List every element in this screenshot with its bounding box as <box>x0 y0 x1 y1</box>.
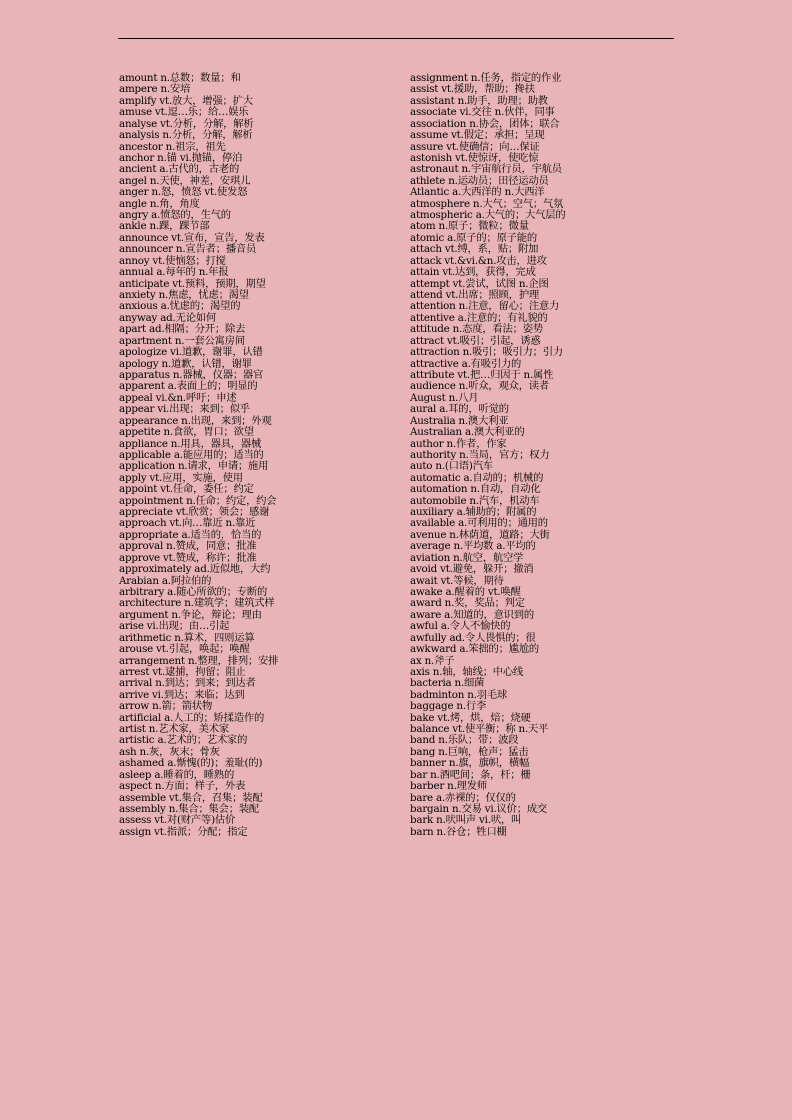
vocab-entry: barn n.谷仓；牲口棚 <box>410 825 507 838</box>
vocab-entry: bake vt.烤，烘，焙；烧硬 <box>410 711 531 724</box>
vocab-entry: aware a.知道的，意识到的 <box>410 608 534 621</box>
vocab-entry: attack vt.&vi.&n.攻击，进攻 <box>410 254 547 267</box>
vocab-entry: attain vt.达到，获得，完成 <box>410 266 536 279</box>
vocab-entry: attract vt.吸引；引起，诱惑 <box>410 334 541 347</box>
vocab-entry: attraction n.吸引；吸引力；引力 <box>410 346 563 359</box>
vocab-entry: approval n.赞成，同意；批准 <box>119 540 257 553</box>
vocab-entry: arise vi.出现；由…引起 <box>119 620 230 633</box>
vocab-entry: apartment n.一套公寓房间 <box>119 334 245 347</box>
vocab-entry: audience n.听众，观众，读者 <box>410 380 549 393</box>
vocab-entry: approximately ad.近似地，大约 <box>119 563 271 576</box>
vocab-entry: assume vt.假定；承担；呈现 <box>410 129 545 142</box>
vocab-entry: ancestor n.祖宗，祖先 <box>119 140 226 153</box>
vocab-entry: approach vt.向…靠近 n.靠近 <box>119 517 256 530</box>
vocab-entry: amuse vt.逗…乐；给…娱乐 <box>119 106 249 119</box>
vocab-entry: auto n.(口语)汽车 <box>410 460 493 473</box>
vocab-entry: axis n.轴，轴线；中心线 <box>410 665 524 678</box>
vocab-entry: awfully ad.令人畏惧的；很 <box>410 631 536 644</box>
vocab-entry: average n.平均数 a.平均的 <box>410 540 536 553</box>
vocab-entry: attitude n.态度，看法；姿势 <box>410 323 543 336</box>
vocab-entry: appear vi.出现；来到；似乎 <box>119 403 250 416</box>
vocab-entry: ax n.斧子 <box>410 654 455 667</box>
vocab-entry: bang n.巨响，枪声；猛击 <box>410 745 529 758</box>
vocab-entry: appoint vt.任命，委任；约定 <box>119 483 254 496</box>
vocab-entry: assembly n.集合；集会；装配 <box>119 803 260 815</box>
vocab-entry: arithmetic n.算术，四则运算 <box>119 631 255 644</box>
vocab-entry: award n.奖，奖品；判定 <box>410 597 525 610</box>
vocab-entry: attempt vt.尝试，试图 n.企图 <box>410 277 549 290</box>
vocab-entry: apply vt.应用，实施，使用 <box>119 471 243 484</box>
vocab-entry: annoy vt.使恼怒；打搅 <box>119 254 226 267</box>
vocab-entry: bargain n.交易 vi.议价；成交 <box>410 803 548 815</box>
vocab-entry: asleep a.睡着的，睡熟的 <box>119 768 235 781</box>
vocab-entry: ashamed a.惭愧(的)；羞耻(的) <box>119 757 263 770</box>
vocab-entry: awake a.醒着的 vt.唤醒 <box>410 585 521 598</box>
vocab-entry: artificial a.人工的；矫揉造作的 <box>119 711 265 724</box>
vocab-entry: anxiety n.焦虑，忧虑；渴望 <box>119 289 249 302</box>
vocab-entry: attention n.注意，留心；注意力 <box>410 300 560 313</box>
vocab-entry: attribute vt.把…归因于 n.属性 <box>410 368 554 381</box>
vocab-entry: ankle n.踝，踝节部 <box>119 220 210 233</box>
vocab-entry: avenue n.林荫道，道路；大街 <box>410 528 550 541</box>
vocab-entry: banner n.旗，旗帜，横幅 <box>410 757 530 770</box>
vocab-entry: appreciate vt.欣赏；领会；感谢 <box>119 506 270 519</box>
vocab-entry: assemble vt.集合，召集；装配 <box>119 791 263 804</box>
vocab-entry: analyse vt.分析，分解，解析 <box>119 117 254 130</box>
vocab-entry: barber n.理发师 <box>410 780 487 793</box>
vocab-entry: arrow n.箭；箭状物 <box>119 700 213 713</box>
vocab-entry: atom n.原子；微粒；微量 <box>410 220 529 233</box>
vocab-entry: bare a.赤裸的；仅仅的 <box>410 791 516 804</box>
vocab-entry: automatic a.自动的；机械的 <box>410 471 544 484</box>
vocab-entry: Australian a.澳大利亚的 <box>410 426 525 439</box>
vocab-entry: awkward a.笨拙的；尴尬的 <box>410 643 540 656</box>
vocab-entry: available a.可利用的；通用的 <box>410 517 548 530</box>
header-rule <box>118 38 674 39</box>
vocab-entry: appliance n.用具，器具，器械 <box>119 437 262 450</box>
vocab-entry: angle n.角，角度 <box>119 197 200 210</box>
vocab-entry: auxiliary a.辅助的；附属的 <box>410 506 537 519</box>
vocab-entry: artist n.艺术家，美术家 <box>119 723 229 736</box>
vocab-entry: anchor n.锚 vi.抛锚，停泊 <box>119 151 243 164</box>
vocab-entry: Arabian a.阿拉伯的 <box>119 574 212 587</box>
vocab-entry: atmospheric a.大气的；大气层的 <box>410 209 566 222</box>
vocab-entry: attend vt.出席；照顾，护理 <box>410 289 540 302</box>
vocab-entry: Australia n.澳大利亚 <box>410 414 509 427</box>
vocab-entry: appearance n.出现，来到；外观 <box>119 414 272 427</box>
vocab-entry: arbitrary a.随心所欲的；专断的 <box>119 585 268 598</box>
vocab-entry: appointment n.任命；约定，约会 <box>119 494 277 507</box>
vocab-entry: await vt.等候，期待 <box>410 574 504 587</box>
vocab-entry: attach vt.缚，系，贴；附加 <box>410 243 539 256</box>
vocab-entry: argument n.争论，辩论；理由 <box>119 608 262 621</box>
vocab-entry: ampere n.安培 <box>119 83 191 96</box>
vocab-entry: applicable a.能应用的；适当的 <box>119 448 264 461</box>
vocab-entry: badminton n.羽毛球 <box>410 688 508 701</box>
vocab-entry: band n.乐队；带；波段 <box>410 734 519 747</box>
vocab-entry: bar n.酒吧间；条，杆；栅 <box>410 768 531 781</box>
vocab-entry: avoid vt.避免，躲开；撤消 <box>410 563 534 576</box>
vocab-entry: assure vt.使确信；向…保证 <box>410 140 540 153</box>
vocab-entry: August n.八月 <box>410 391 479 404</box>
vocab-entry: assistant n.助手，助理；助教 <box>410 94 548 107</box>
vocab-entry: assign vt.指派；分配；指定 <box>119 825 248 838</box>
vocab-entry: attentive a.注意的；有礼貌的 <box>410 311 548 324</box>
vocab-entry: anxious a.忧虑的；渴望的 <box>119 300 241 313</box>
vocab-entry: appropriate a.适当的，恰当的 <box>119 528 262 541</box>
vocab-entry: amount n.总数；数量；和 <box>119 72 241 84</box>
vocab-entry: appetite n.食欲，胃口；欲望 <box>119 426 254 439</box>
vocab-entry: astonish vt.使惊讶，使吃惊 <box>410 151 539 164</box>
vocab-entry: anger n.怒，愤怒 vt.使发怒 <box>119 186 248 199</box>
vocab-entry: apart ad.相隔；分开；除去 <box>119 323 246 336</box>
vocab-entry: assignment n.任务，指定的作业 <box>410 72 562 84</box>
vocab-entry: arouse vt.引起，唤起；唤醒 <box>119 643 250 656</box>
vocab-entry: anticipate vt.预料，预期，期望 <box>119 277 266 290</box>
vocab-entry: author n.作者，作家 <box>410 437 507 450</box>
vocab-entry: anyway ad.无论如何 <box>119 311 217 324</box>
vocab-entry: angry a.愤怒的，生气的 <box>119 209 231 222</box>
vocab-entry: bacteria n.细菌 <box>410 677 485 690</box>
vocab-entry: annual a.每年的 n.年报 <box>119 266 229 279</box>
vocab-entry: artistic a.艺术的；艺术家的 <box>119 734 248 747</box>
vocab-column-left <box>119 73 389 838</box>
vocab-entry: arrival n.到达；到来；到达者 <box>119 677 256 690</box>
vocab-entry: atmosphere n.大气；空气；气氛 <box>410 197 564 210</box>
vocab-entry: arrest vt.逮捕，拘留；阻止 <box>119 665 246 678</box>
vocab-entry: apology n.道歉，认错，谢罪 <box>119 357 252 370</box>
vocab-entry: angel n.天使，神差，安琪儿 <box>119 174 251 187</box>
vocab-entry: analysis n.分析，分解，解析 <box>119 129 253 142</box>
vocab-entry: assist vt.援助，帮助；搀扶 <box>410 83 535 96</box>
vocab-entry: astronaut n.宇宙航行员，宇航员 <box>410 163 562 176</box>
vocab-entry: architecture n.建筑学；建筑式样 <box>119 597 275 610</box>
vocab-entry: application n.请求，申请；施用 <box>119 460 269 473</box>
vocab-entry: apparatus n.器械，仪器；器官 <box>119 368 264 381</box>
vocab-entry: automation n.自动，自动化 <box>410 483 541 496</box>
vocab-entry: associate vi.交往 n.伙伴，同事 <box>410 106 555 119</box>
vocab-entry: atomic a.原子的；原子能的 <box>410 231 537 244</box>
vocab-entry: aural a.耳的，听觉的 <box>410 403 509 416</box>
vocab-entry: arrangement n.整理，排列；安排 <box>119 654 279 667</box>
vocab-entry: athlete n.运动员；田径运动员 <box>410 174 549 187</box>
vocab-entry: appeal vi.&n.呼吁；申述 <box>119 391 237 404</box>
vocab-entry: apparent a.表面上的；明显的 <box>119 380 258 393</box>
vocab-entry: Atlantic a.大西洋的 n.大西洋 <box>410 186 545 199</box>
vocab-entry: bark n.吠叫声 vi.吠，叫 <box>410 814 522 827</box>
vocab-entry: baggage n.行李 <box>410 700 487 713</box>
vocab-entry: ash n.灰，灰末；骨灰 <box>119 745 220 758</box>
vocab-entry: apologize vi.道歉，谢罪，认错 <box>119 346 263 359</box>
vocab-entry: attractive a.有吸引力的 <box>410 357 522 370</box>
vocab-entry: balance vt.使平衡；称 n.天平 <box>410 723 549 736</box>
vocab-entry: assess vt.对(财产等)估价 <box>119 814 236 827</box>
vocab-entry: ancient a.古代的，古老的 <box>119 163 240 176</box>
vocab-column-right <box>410 73 680 838</box>
vocab-entry: amplify vt.放大，增强；扩大 <box>119 94 253 107</box>
vocab-entry: announce vt.宣布，宣告，发表 <box>119 231 265 244</box>
vocab-entry: announcer n.宣告者；播音员 <box>119 243 257 256</box>
vocab-entry: automobile n.汽车，机动车 <box>410 494 540 507</box>
vocab-entry: arrive vi.到达；来临；达到 <box>119 688 245 701</box>
vocab-entry: association n.协会，团体；联合 <box>410 117 560 130</box>
vocab-entry: aviation n.航空，航空学 <box>410 551 524 564</box>
vocab-entry: approve vt.赞成，称许；批准 <box>119 551 257 564</box>
vocab-entry: aspect n.方面；样子，外表 <box>119 780 246 793</box>
vocab-entry: authority n.当局，官方；权力 <box>410 448 550 461</box>
vocab-entry: awful a.令人不愉快的 <box>410 620 511 633</box>
